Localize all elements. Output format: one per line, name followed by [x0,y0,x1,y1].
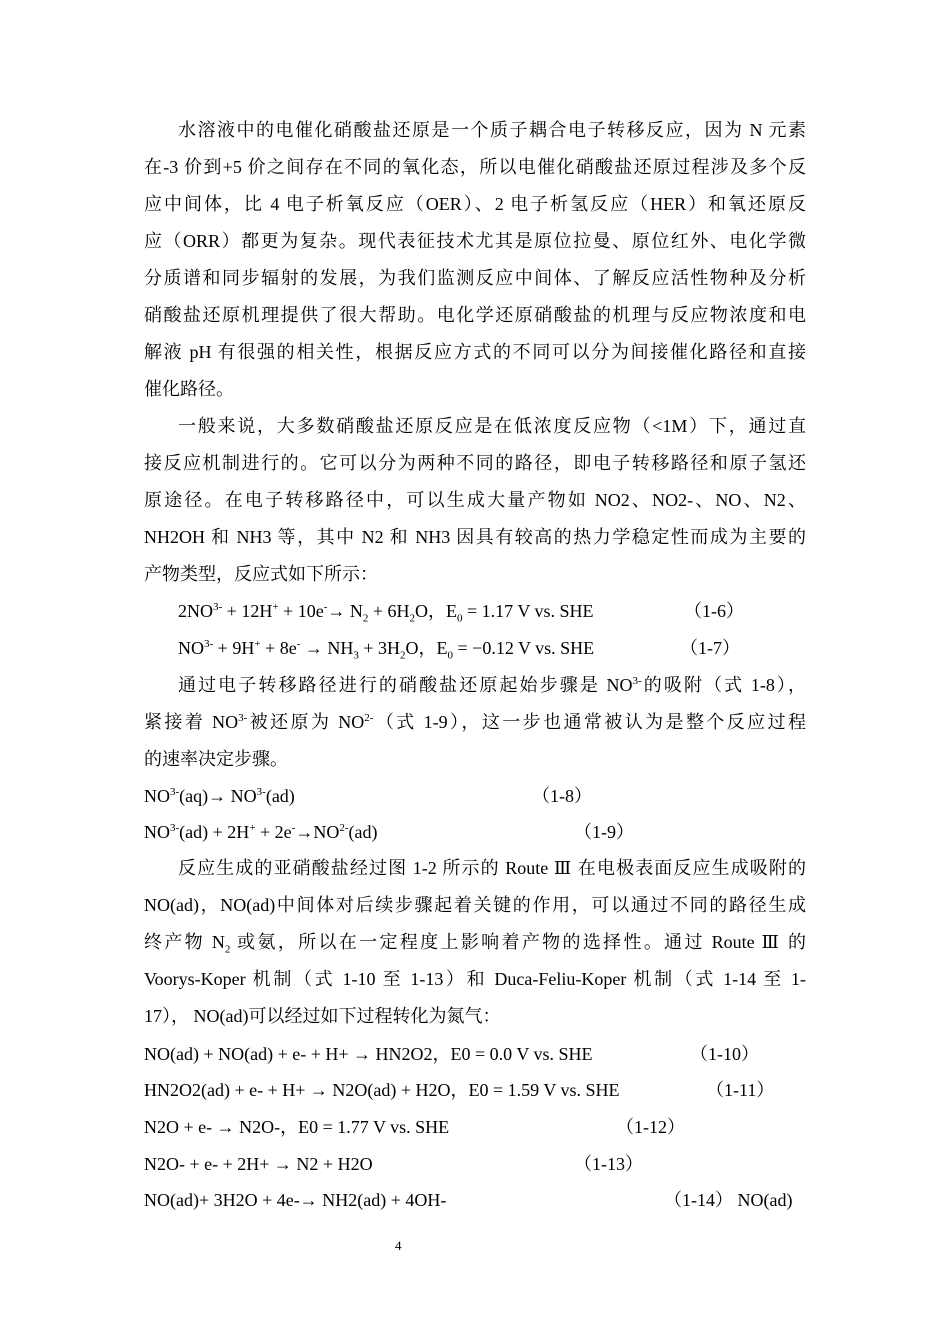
text-run: + 3H [358,638,401,658]
text-run: N2O + e- → N2O-，E0 = 1.77 V vs. SHE [144,1117,450,1137]
text-line [144,930,806,954]
text-run: NH2OH 和 NH3 等，其中 N2 和 NH3 因具有较高的热力学稳定性而成为主要的 [144,527,806,547]
text-run: O，E [405,638,448,658]
text-run: 应中间体，比 4 电子析氧反应（OER）、2 电子析氢反应（HER）和氧还原反 [144,194,806,214]
text-run: NO(ad)+ 3H2O + 4e-→ NH2(ad) + 4OH- [144,1190,447,1210]
equation-line [144,1152,806,1176]
text-line [144,451,806,475]
equation-number: （1-14） NO(ad) [664,1190,793,1210]
equation-number: （1-11） [706,1080,775,1100]
text-line [178,118,806,142]
text-run: HN2O2(ad) + e- + H+ → N2O(ad) + H2O，E0 = 1.59 V vs. SHE [144,1080,620,1100]
text-run: 接反应机制进行的。它可以分为两种不同的路径，即电子转移路径和原子氢还 [144,453,806,473]
superscript: - [323,601,328,613]
equation-number: （1-8） [532,786,592,806]
equation-line [144,784,806,808]
text-run: NO [178,638,204,658]
text-line [144,340,806,364]
superscript: + [254,638,261,650]
equation-line [144,820,806,844]
text-run: → NH [300,638,354,658]
text-run: NO [144,786,170,806]
subscript: 0 [447,649,454,662]
text-line [144,488,806,512]
subscript: 0 [457,612,463,625]
superscript: 2- [339,822,349,834]
text-run: 水溶液中的电催化硝酸盐还原是一个质子耦合电子转移反应，因为 N 元素 [178,120,806,140]
text-run: 催化路径。 [144,379,234,399]
text-run: 解液 pH 有很强的相关性，根据反应方式的不同可以分为间接催化路径和直接 [144,342,806,362]
text-run: 终产物 N [144,932,225,952]
text-run: 产物类型，反应式如下所示： [144,564,378,584]
text-run: 分质谱和同步辐射的发展，为我们监测反应中间体、了解反应活性物种及分析 [144,268,806,288]
subscript: 2 [409,612,416,625]
text-line [144,525,806,549]
text-run: + 9H [213,638,255,658]
text-run: 原途径。在电子转移路径中，可以生成大量产物如 NO2、NO2-、NO、N2、 [144,490,806,510]
equation-line [144,1115,806,1139]
text-run: = 1.17 V vs. SHE [462,601,594,621]
subscript: 2 [362,612,369,625]
text-run: 一般来说，大多数硝酸盐还原反应是在低浓度反应物（<1M）下，通过直 [178,416,806,436]
superscript: 3- [213,601,223,613]
text-run: (ad) + 2H [179,822,250,842]
text-run: NO(ad)，NO(ad)中间体对后续步骤起着关键的作用，可以通过不同的路径生成 [144,895,806,915]
superscript: 3- [238,712,248,724]
text-run: → N [327,601,363,621]
superscript: - [291,822,296,834]
text-run: + 8e [260,638,297,658]
text-run: 的吸附（式 1-8）， [641,675,807,695]
text-line [144,155,806,179]
equation-number: （1-7） [680,638,740,658]
text-line [144,967,806,991]
equation-number: （1-6） [684,601,744,621]
text-line [178,856,806,880]
text-line [144,377,806,401]
equation-number: （1-9） [574,822,634,842]
text-run: (ad) [265,786,295,806]
text-run: 的速率决定步骤。 [144,749,288,769]
text-line [178,673,806,697]
text-run: + 6H [368,601,410,621]
text-run: 被还原为 NO [247,712,365,732]
page-number: 4 [395,1238,402,1253]
text-run: + 10e [278,601,324,621]
text-run: + 12H [222,601,273,621]
text-run: + 2e [255,822,292,842]
text-line [178,414,806,438]
text-line [144,562,806,586]
superscript: 3- [632,675,642,687]
text-run: 17）， NO(ad)可以经过如下过程转化为氮气： [144,1006,501,1026]
text-run: （式 1-9），这一步也通常被认为是整个反应过程 [373,712,807,732]
equation-number: （1-10） [690,1044,759,1064]
subscript: 3 [353,649,359,662]
subscript: 2 [400,649,406,662]
text-line [144,266,806,290]
text-run: Voorys-Koper 机制（式 1-10 至 1-13）和 Duca-Feliu-Koper 机制（式 1-14 至 1- [144,969,806,989]
superscript: - [296,638,301,650]
superscript: + [272,601,279,613]
text-line [144,192,806,216]
text-run: (ad) [348,822,378,842]
superscript: 2- [364,712,374,724]
text-run: 2NO [178,601,213,621]
superscript: 3- [170,786,180,798]
text-run: O，E [415,601,458,621]
text-line [144,1004,806,1028]
text-run: 在-3 价到+5 价之间存在不同的氧化态，所以电催化硝酸盐还原过程涉及多个反 [144,157,806,177]
text-line [144,303,806,327]
text-run: N2O- + e- + 2H+ → N2 + H2O [144,1154,373,1174]
text-line [144,893,806,917]
text-run: NO(ad) + NO(ad) + e- + H+ → HN2O2，E0 = 0.0 V vs. SHE [144,1044,593,1064]
text-run: (aq)→ NO [179,786,257,806]
text-run: 紧接着 NO [144,712,239,732]
text-run: 应（ORR）都更为复杂。现代表征技术尤其是原位拉曼、原位红外、电化学微 [144,231,806,251]
text-run: = −0.12 V vs. SHE [453,638,595,658]
text-line [144,747,806,771]
text-run: →NO [295,822,340,842]
subscript: 2 [224,943,231,956]
text-run: NO [144,822,170,842]
superscript: 3- [256,786,266,798]
text-line [144,710,806,734]
equation-number: （1-12） [616,1117,685,1137]
superscript: 3- [170,822,180,834]
text-run: 或氨，所以在一定程度上影响着产物的选择性。通过 Route Ⅲ 的 [230,932,807,952]
text-line [144,229,806,253]
text-run: 反应生成的亚硝酸盐经过图 1-2 所示的 Route Ⅲ 在电极表面反应生成吸附的 [178,858,806,878]
superscript: 3- [204,638,214,650]
text-run: 硝酸盐还原机理提供了很大帮助。电化学还原硝酸盐的机理与反应物浓度和电 [144,305,806,325]
text-run: 通过电子转移路径进行的硝酸盐还原起始步骤是 NO [178,675,633,695]
superscript: + [249,822,256,834]
equation-number: （1-13） [574,1154,643,1174]
